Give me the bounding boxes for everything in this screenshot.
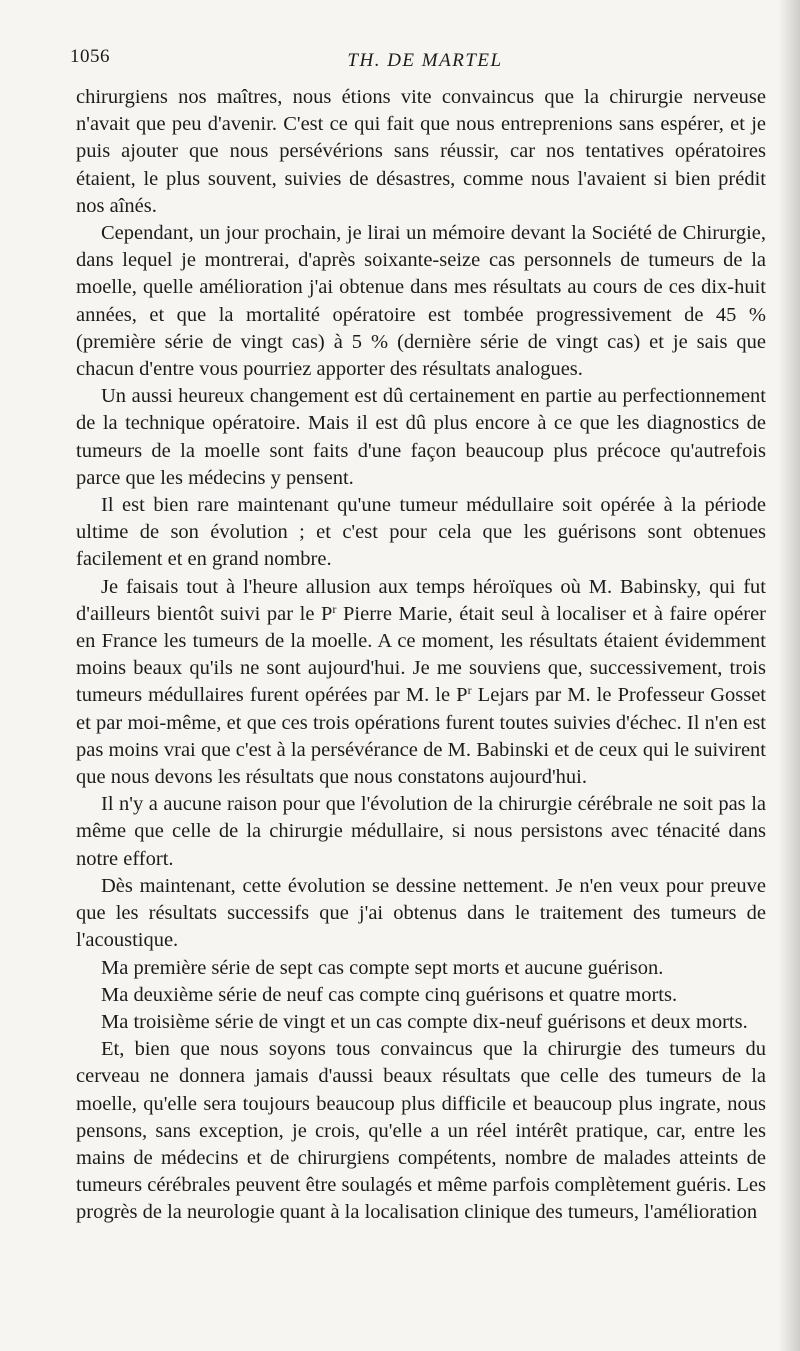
professor-abbrev-sup: r <box>332 601 337 616</box>
paragraph-allusion <box>76 574 766 792</box>
series-line: Ma première série de sept cas compte sept morts et aucune guérison. <box>101 956 664 979</box>
running-title: TH. DE MARTEL <box>347 50 503 71</box>
paragraph: Dès maintenant, cette évolution se dessine nettement. Je n'en veux pour preuve que les résultats successifs que j'ai obtenus dans le traitement des tumeurs de l'acoustique. <box>76 874 766 952</box>
paragraph: chirurgiens nos maîtres, nous étions vite convaincus que la chirurgie nerveuse n'avait que peu d'avenir. C'est ce qui fait que nous entreprenions sans espérer, et je puis ajouter que nous persévérions sans réussir, car nos tentatives opératoires étaient, le plus souvent, suivies de désastres, comme nous l'avaient si bien prédit nos aînés. <box>76 86 766 217</box>
paragraph: Un aussi heureux changement est dû certainement en partie au perfectionnement de la technique opératoire. Mais il est dû plus encore à ce que les diagnostics de tumeurs de la moelle sont faits d'une façon beaucoup plus précoce qu'autrefois parce que les médecins y pensent. <box>76 385 766 489</box>
allusion-text-middle: Pierre Marie, était seul à localiser et à faire opérer en France les tumeurs de la moelle. A ce moment, les résultats étaient évidemment moins beaux qu'ils ne sont aujourd'hui. Je me souviens que, successivement, trois tumeurs médullaires furent opérées par M. le P <box>76 602 766 707</box>
series-line: Ma troisième série de vingt et un cas compte dix-neuf guérisons et deux morts. <box>101 1010 748 1033</box>
series-line: Ma deuxième série de neuf cas compte cinq guérisons et quatre morts. <box>101 983 678 1006</box>
page-edge-shadow <box>778 0 800 1351</box>
paragraph: Cependant, un jour prochain, je lirai un mémoire devant la Société de Chirurgie, dans lequel je montrerai, d'après soixante-seize cas personnels de tumeurs de la moelle, quelle amélioration j'ai obtenue dans mes résultats au cours de ces dix-huit années, et que la mortalité opératoire est tombée progressivement de 45 % (première série de vingt cas) à 5 % (dernière série de vingt cas) et je sais que chacun d'entre vous pourriez apporter des résultats analogues. <box>76 222 766 381</box>
professor-abbrev-sup: r <box>467 683 472 698</box>
paragraph: Il est bien rare maintenant qu'une tumeur médullaire soit opérée à la période ultime de son évolution ; et c'est pour cela que les guérisons sont obtenues facilement et en grand nombre. <box>76 494 766 571</box>
page-number: 1056 <box>70 46 110 67</box>
allusion-text-before: Je faisais tout à l'heure allusion aux temps héroïques où M. Babinsky, qui fut d'ailleurs bientôt suivi par le P <box>76 575 766 625</box>
paragraph: Et, bien que nous soyons tous convaincus que la chirurgie des tumeurs du cerveau ne donnera jamais d'aussi beaux résultats que celle des tumeurs de la moelle, qu'elle sera toujours beaucoup plus difficile et beaucoup plus ingrate, nous pensons, sans exception, je crois, qu'elle a un réel intérêt pratique, car, entre les mains de médecins et de chirurgiens compétents, nombre de malades atteints de tumeurs cérébrales peuvent être soulagés et même parfois complètement guéris. Les progrès de la neurologie quant à la localisation clinique des tumeurs, l'amélioration <box>76 1038 766 1224</box>
body-text <box>76 84 766 1227</box>
allusion-text-after: Lejars par M. le Professeur Gosset et par moi-même, et que ces trois opérations furent toutes suivies d'échec. Il n'en est pas moins vrai que c'est à la persévérance de M. Babinski et de ceux qui le suivirent que nous devons les résultats que nous constatons aujourd'hui. <box>76 684 766 789</box>
page-header <box>70 44 780 74</box>
paragraph: Il n'y a aucune raison pour que l'évolution de la chirurgie cérébrale ne soit pas la même que celle de la chirurgie médullaire, si nous persistons avec ténacité dans notre effort. <box>76 793 766 870</box>
